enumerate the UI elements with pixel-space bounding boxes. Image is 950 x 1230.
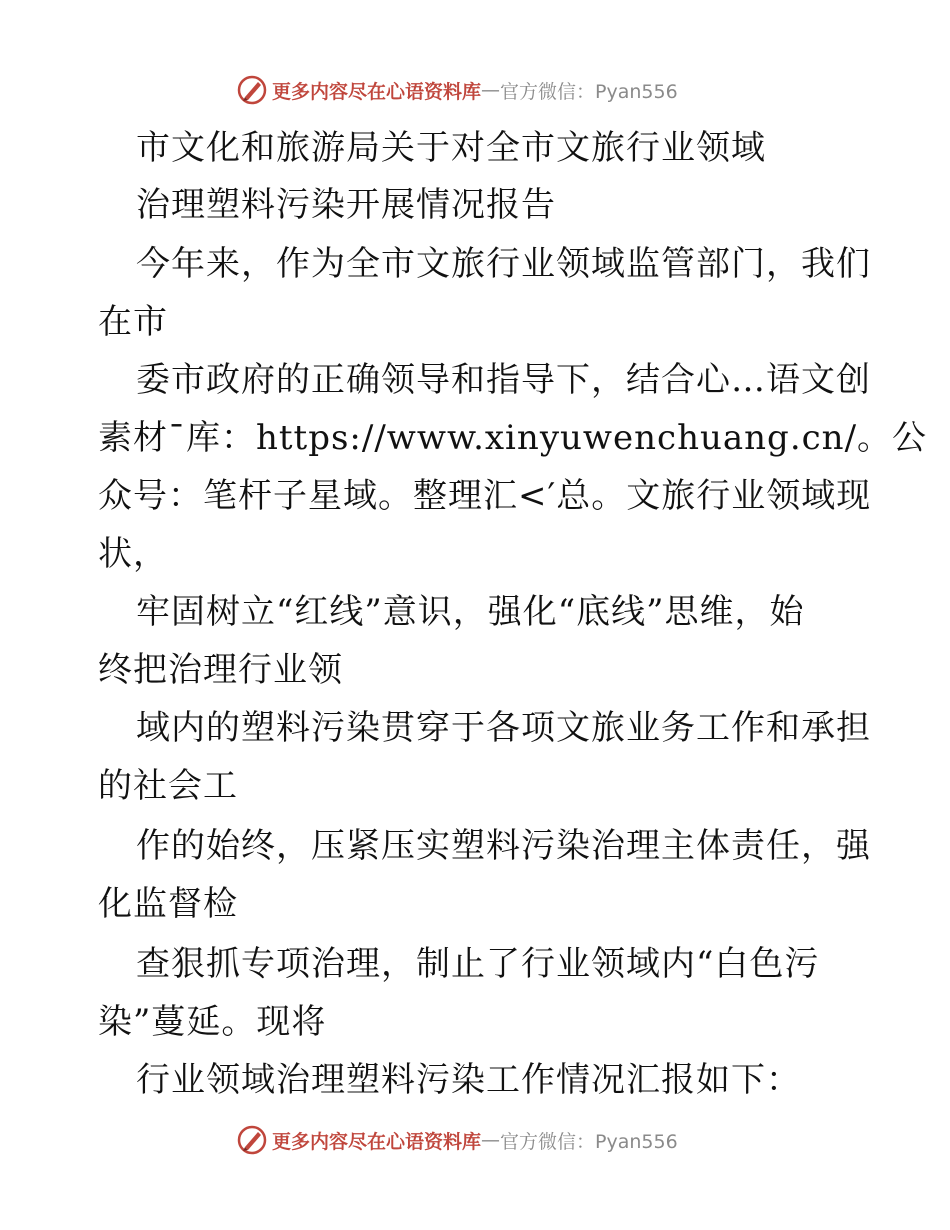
paragraph-line: 染”蔓延。现将: [98, 1002, 327, 1042]
paragraph-line: 域内的塑料污染贯穿于各项文旅业务工作和承担: [136, 708, 871, 748]
paragraph-line: 化监督检: [98, 884, 238, 924]
footer-banner: [236, 1122, 678, 1158]
paragraph-line: 作的始终，压紧压实塑料污染治理主体责任，强: [136, 826, 871, 866]
banner-dash: —: [481, 79, 501, 101]
header-banner: [236, 72, 678, 108]
pen-logo-icon: [236, 74, 268, 106]
paragraph-line: 委市政府的正确领导和指导下，结合心…语文创: [136, 360, 871, 400]
paragraph-line: 终把治理行业领: [98, 650, 343, 690]
paragraph-line: 众号：笔杆子星域。整理汇<′总。文旅行业领域现: [98, 476, 872, 516]
document-title-line-2: 治理塑料污染开展情况报告: [136, 185, 556, 225]
banner-wechat-text: 官方微信：Pyan556: [500, 1130, 678, 1153]
paragraph-line: 查狠抓专项治理，制止了行业领域内“白色污: [136, 944, 820, 984]
paragraph-line: 行业领域治理塑料污染工作情况汇报如下：: [136, 1060, 801, 1100]
banner-dash: —: [481, 1129, 501, 1151]
banner-wechat-text: 官方微信：Pyan556: [500, 80, 678, 103]
document-title-line-1: 市文化和旅游局关于对全市文旅行业领域: [136, 128, 766, 168]
banner-promo-text: 更多内容尽在心语资料库: [272, 1130, 482, 1153]
pen-logo-icon: [236, 1124, 268, 1156]
paragraph-line: 素材¯库：https://www.xinyuwenchuang.cn/。公: [98, 418, 928, 458]
paragraph-line: 牢固树立“红线”意识，强化“底线”思维，始: [136, 592, 805, 632]
banner-promo-text: 更多内容尽在心语资料库: [272, 80, 482, 103]
paragraph-line: 今年来，作为全市文旅行业领域监管部门，我们: [136, 244, 871, 284]
paragraph-line: 的社会工: [98, 766, 238, 806]
paragraph-line: 状，: [98, 534, 168, 574]
paragraph-line: 在市: [98, 302, 168, 342]
